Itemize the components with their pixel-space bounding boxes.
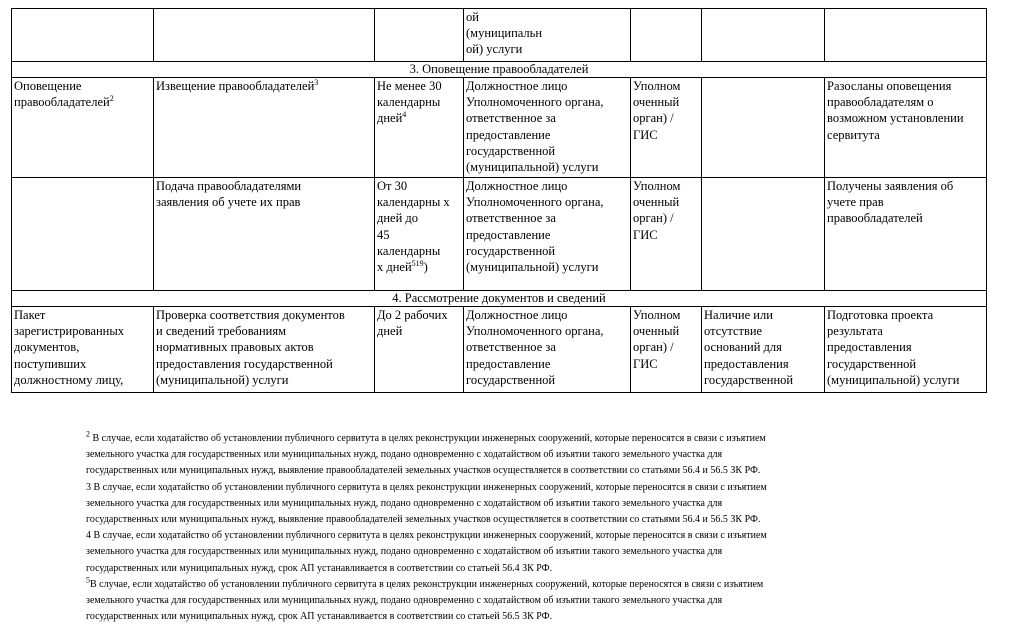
cell-result [825, 9, 987, 62]
cell-input [12, 178, 154, 291]
cell-deadline: Не менее 30 календарны дней$^4$ [375, 78, 464, 178]
cell-deadline [375, 9, 464, 62]
footnote-ref: 4 [402, 110, 407, 120]
footnote-ref: 3 [314, 77, 319, 87]
footnote: $^5$В случае, если ходатайство об установлении публичного сервитута в целях реконструкции инженерных сооружений, которые переносятся в связи с изъятием земельного участка для государственных или муниципальных нужд, подано одновременно с ходатайством об изъятии такого земельного участка для государственных или муниципальных нужд, срок АП устанавливается в соответствии со статьей 56.5 ЗК РФ. [86, 575, 764, 623]
cell-action: Подача правообладателями заявления об учете их прав [154, 178, 375, 291]
cell-responsible: Должностное лицо Уполномоченного органа, ответственное за предоставление государственной [464, 307, 631, 393]
footnote-mark: 5 [86, 575, 90, 585]
cell-action: Извещение правообладателей$^3$ [154, 78, 375, 178]
cell-system: Уполном оченный орган) / ГИС [631, 178, 702, 291]
table-row [12, 78, 987, 178]
cell-action [154, 9, 375, 62]
cell-system [631, 9, 702, 62]
footnote-ref: 5 [411, 258, 416, 268]
footnotes [86, 431, 926, 625]
cell-responsible: Должностное лицо Уполномоченного органа, ответственное за предоставление государственной (муниципальной) услуги [464, 78, 631, 178]
cell-deadline: От 30 календарны х дней до 45 календарны х дней$^{519}$) [375, 178, 464, 291]
table-row [12, 307, 987, 393]
footnote-mark: 2 [86, 429, 90, 439]
cell-responsible: Должностное лицо Уполномоченного органа, ответственное за предоставление государственной (муниципальной) услуги [464, 178, 631, 291]
cell-criteria [702, 78, 825, 178]
footnote-ref: 2 [109, 94, 114, 104]
cell-responsible: ой (муниципальн ой) услуги [464, 9, 631, 62]
cell-result: Получены заявления об учете прав правообладателей [825, 178, 987, 291]
cell-result: Подготовка проекта результата предоставления государственной (муниципальной) услуги [825, 307, 987, 393]
section-3-title: 3. Оповещение правообладателей [12, 62, 987, 78]
cell-system: Уполном оченный орган) / ГИС [631, 307, 702, 393]
cell-criteria [702, 178, 825, 291]
cell-input [12, 9, 154, 62]
footnote-ref: 19 [415, 258, 424, 268]
cell-action: Проверка соответствия документов и сведений требованиям нормативных правовых актов предоставления государственной (муниципальной) услуги [154, 307, 375, 393]
cell-criteria [702, 9, 825, 62]
section-header-row [12, 62, 987, 78]
footnote: 3 В случае, если ходатайство об установлении публичного сервитута в целях реконструкции инженерных сооружений, которые переносятся в связи с изъятием земельного участка для государственных или муниципальных нужд, подано одновременно с ходатайством об изъятии такого земельного участка для государственных или муниципальных нужд, выявление правообладателей земельных участков осуществляется в соответствии со статьями 56.4 и 56.5 ЗК РФ. [86, 481, 767, 526]
process-table [11, 8, 987, 393]
table-row-continued [12, 9, 987, 62]
footnote: 4 В случае, если ходатайство об установлении публичного сервитута в целях реконструкции инженерных сооружений, которые переносятся в связи с изъятием земельного участка для государственных или муниципальных нужд, подано одновременно с ходатайством об изъятии такого земельного участка для государственных или муниципальных нужд, срок АП устанавливается в соответствии со статьей 56.4 ЗК РФ. [86, 530, 767, 574]
cell-system: Уполном оченный орган) / ГИС [631, 78, 702, 178]
cell-input: Оповещение правообладателей$^2$ [12, 78, 154, 178]
cell-deadline: До 2 рабочих дней [375, 307, 464, 393]
table-row [12, 178, 987, 291]
section-4-title: 4. Рассмотрение документов и сведений [12, 291, 987, 307]
cell-criteria: Наличие или отсутствие оснований для предоставления государственной [702, 307, 825, 393]
section-header-row [12, 291, 987, 307]
cell-result: Разосланы оповещения правообладателям о возможном установлении сервитута [825, 78, 987, 178]
footnote: $^2$ В случае, если ходатайство об установлении публичного сервитута в целях реконструкции инженерных сооружений, которые переносятся в связи с изъятием земельного участка для государственных или муниципальных нужд, подано одновременно с ходатайством об изъятии такого земельного участка для государственных или муниципальных нужд, выявление правообладателей земельных участков осуществляется в соответствии со статьями 56.4 и 56.5 ЗК РФ. [86, 429, 766, 477]
cell-input: Пакет зарегистрированных документов, поступивших должностному лицу, [12, 307, 154, 393]
